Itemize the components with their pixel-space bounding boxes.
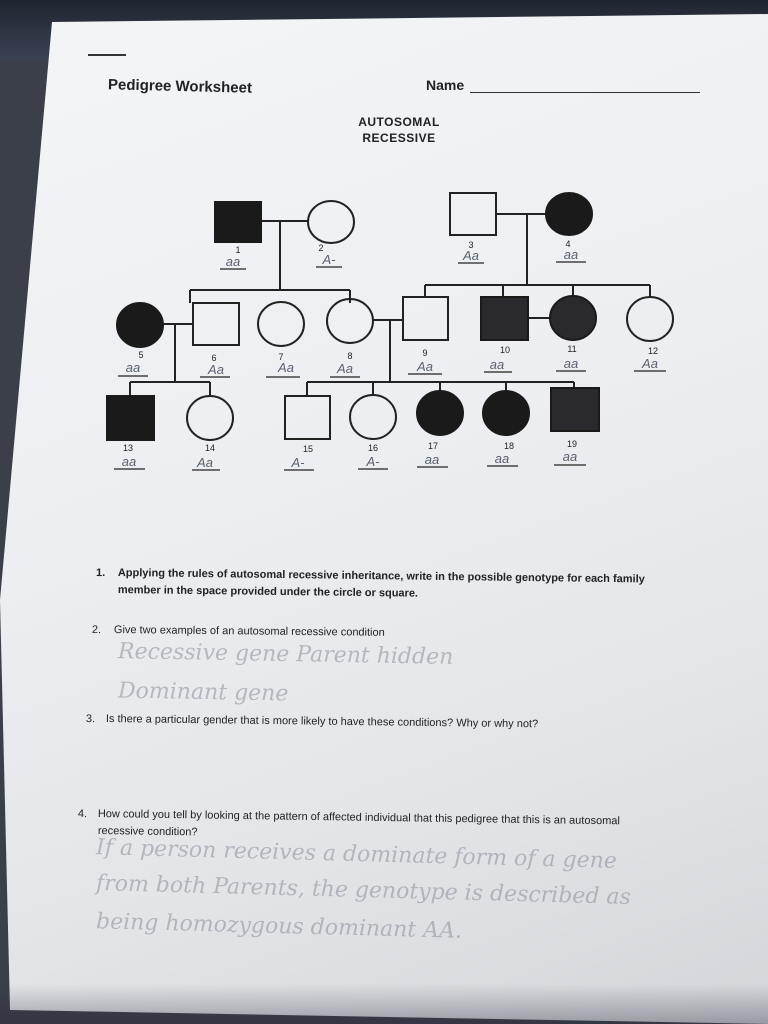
individual-14-circle <box>187 396 233 440</box>
question-4-line2: recessive condition? <box>97 824 198 839</box>
id-label-1: 1 <box>235 245 241 255</box>
question-1-line1: Applying the rules of autosomal recessive inheritance, write in the possible genotype for each family <box>117 566 645 586</box>
handwritten-answer-2a: Recessive gene Parent hidden <box>117 639 454 670</box>
individual-1-square <box>215 202 261 242</box>
id-label-16: 16 <box>367 443 379 453</box>
genotype-5: aa <box>125 360 141 375</box>
genotype-6: Aa <box>208 362 224 377</box>
individual-8-circle <box>327 299 373 343</box>
genotype-1: aa <box>225 254 241 269</box>
question-3-text: Is there a particular gender that is more likely to have these conditions? Why or why not? <box>105 712 539 731</box>
individual-3-square <box>450 193 496 235</box>
individual-16-circle <box>350 395 396 439</box>
id-label-2: 2 <box>318 243 324 253</box>
question-4-line1: How could you tell by looking at the pattern of affected individual that this pedigree that this is an autosomal <box>97 807 620 828</box>
handwritten-answer-4c: being homozygous dominant AA. <box>95 909 463 944</box>
individual-11-circle <box>550 296 596 340</box>
genotype-9: Aa <box>417 359 433 374</box>
id-label-8: 8 <box>347 351 353 361</box>
heading-recessive: RECESSIVE <box>362 131 436 145</box>
genotype-12: Aa <box>642 356 658 371</box>
genotype-4: aa <box>563 247 579 262</box>
question-2-text: Give two examples of an autosomal recessive condition <box>113 623 385 639</box>
genotype-7: Aa <box>278 360 294 375</box>
question-3-number: 3. <box>85 712 96 726</box>
individual-5-circle <box>117 303 163 347</box>
handwritten-answer-4a: If a person receives a dominate form of a gene <box>95 835 618 874</box>
id-label-15: 15 <box>302 444 314 454</box>
genotype-14: Aa <box>197 455 213 470</box>
question-1-number: 1. <box>95 566 106 580</box>
id-label-5: 5 <box>138 350 144 360</box>
individual-15-square <box>285 396 330 439</box>
individual-10-square <box>481 297 528 340</box>
individual-9-square <box>403 297 448 340</box>
handwritten-answer-2b: Dominant gene <box>117 678 289 707</box>
id-label-12: 12 <box>647 346 659 356</box>
question-2-number: 2. <box>91 623 102 637</box>
id-label-11: 11 <box>567 344 577 354</box>
genotype-13: aa <box>121 454 137 469</box>
genotype-3: Aa <box>463 248 479 263</box>
individual-19-square <box>551 388 599 431</box>
genotype-19: aa <box>562 449 578 464</box>
individual-12-circle <box>627 297 673 341</box>
id-label-9: 9 <box>422 348 428 358</box>
id-label-18: 18 <box>503 441 515 451</box>
id-label-4: 4 <box>565 239 571 249</box>
id-label-19: 19 <box>566 439 578 449</box>
genotype-8: Aa <box>337 361 353 376</box>
individual-6-square <box>193 303 239 345</box>
genotype-11: aa <box>563 356 579 371</box>
id-label-14: 14 <box>204 443 216 453</box>
genotype-15: A- <box>291 455 305 470</box>
name-label: Name <box>426 77 465 93</box>
individual-18-circle <box>483 391 529 435</box>
id-label-10: 10 <box>499 345 511 355</box>
handwritten-answer-4b: from both Parents, the genotype is described as <box>95 871 632 910</box>
genotype-2: A- <box>322 252 336 267</box>
genotype-18: aa <box>494 451 510 466</box>
genotype-17: aa <box>424 452 440 467</box>
heading-autosomal: AUTOSOMAL <box>358 115 440 129</box>
id-label-17: 17 <box>427 441 439 451</box>
question-4-number: 4. <box>77 807 88 821</box>
genotype-10: aa <box>489 357 505 372</box>
worksheet-title: Pedigree Worksheet <box>107 76 253 97</box>
individual-4-circle <box>546 193 592 235</box>
question-1-line2: member in the space provided under the circle or square. <box>117 583 419 600</box>
id-label-3: 3 <box>468 240 474 250</box>
id-label-13: 13 <box>122 443 134 453</box>
id-label-6: 6 <box>211 353 217 363</box>
individual-2-circle <box>308 201 354 243</box>
id-label-7: 7 <box>278 352 284 362</box>
individual-17-circle <box>417 391 463 435</box>
individual-13-square <box>107 396 154 440</box>
individual-7-circle <box>258 302 304 346</box>
genotype-16: A- <box>366 454 380 469</box>
